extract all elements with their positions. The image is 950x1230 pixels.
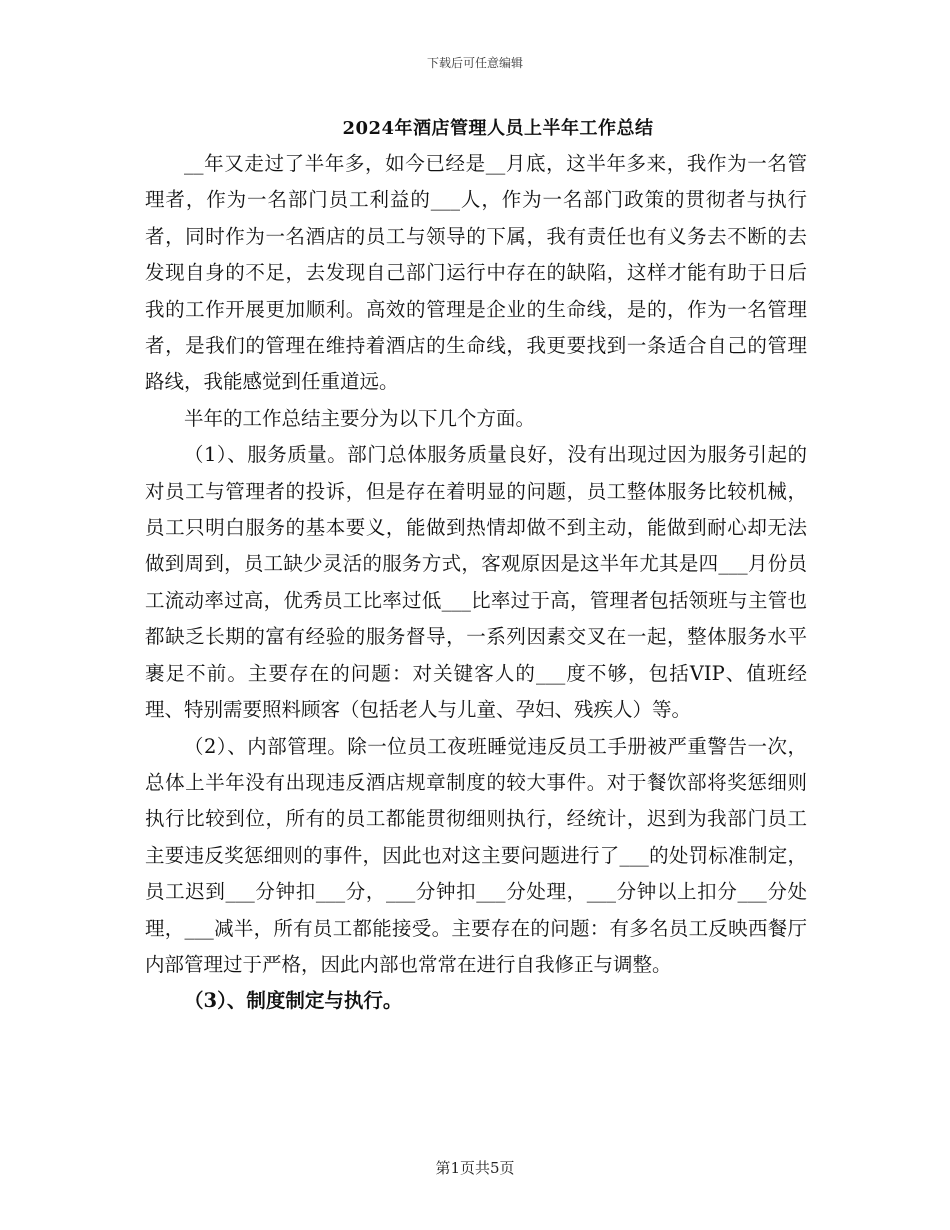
paragraph-overview: 半年的工作总结主要分为以下几个方面。 [184, 406, 536, 430]
paragraph-intro: __年又走过了半年多，如今已经是__月底，这半年多来，我作为一名管理者，作为一名部门员工利益的___人，作为一名部门政策的贯彻者与执行者，同时作为一名酒店的员工与领导的下属，我有责任也有义务去不断的去发现自身的不足，去发现自己部门运行中存在的缺陷，这样才能有助于日后我的工作开展更加顺利。高效的管理是企业的生命线，是的，作为一名管理者，是我们的管理在维持着酒店的生命线，我更要找到一条适合自己的管理路线，我能感觉到任重道远。 [145, 152, 807, 394]
header-note: 下载后可任意编辑 [426, 56, 523, 70]
document-title: 2024年酒店管理人员上半年工作总结 [342, 118, 654, 139]
paragraph-internal-management: （2）、内部管理。除一位员工夜班睡觉违反员工手册被严重警告一次，总体上半年没有出现违反酒店规章制度的较大事件。对于餐饮部将奖惩细则执行比较到位，所有的员工都能贯彻细则执行，经统计，迟到为我部门员工主要违反奖惩细则的事件，因此也对这主要问题进行了___的处罚标准制定，员工迟到___分钟扣___分，___分钟扣___分处理，___分钟以上扣分___分处理，___减半，所有员工都能接受。主要存在的问题：有多名员工反映西餐厅内部管理过于严格，因此内部也常常在进行自我修正与调整。 [145, 734, 807, 976]
section-heading-rules: （3）、制度制定与执行。 [184, 989, 403, 1013]
document-body [145, 146, 807, 1020]
paragraph-service-quality: （1）、服务质量。部门总体服务质量良好，没有出现过因为服务引起的对员工与管理者的投诉，但是存在着明显的问题，员工整体服务比较机械，员工只明白服务的基本要义，能做到热情却做不到主动，能做到耐心却无法做到周到，员工缺少灵活的服务方式，客观原因是这半年尤其是四___月份员工流动率过高，优秀员工比率过低___比率过于高，管理者包括领班与主管也都缺乏长期的富有经验的服务督导，一系列因素交叉在一起，整体服务水平裹足不前。主要存在的问题：对关键客人的___度不够，包括VIP、值班经理、特别需要照料顾客（包括老人与儿童、孕妇、残疾人）等。 [145, 443, 807, 722]
page-number: 第1页共5页 [435, 1159, 515, 1177]
